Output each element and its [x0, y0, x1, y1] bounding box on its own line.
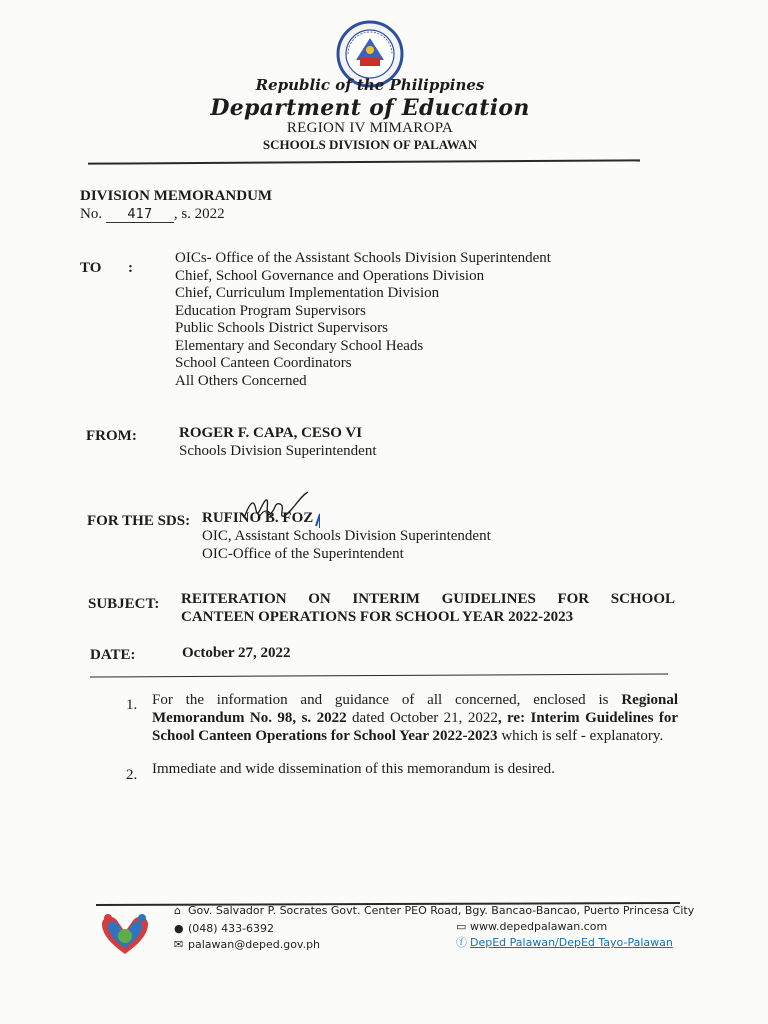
web-icon: ▭: [456, 920, 467, 933]
from-block: [179, 424, 377, 460]
memo-title: DIVISION MEMORANDUM: [80, 188, 273, 204]
paragraph-1-text-a: For the information and guidance of all concerned, enclosed is: [152, 692, 622, 708]
paragraph-1-subject-ref: , re: Interim Guidelines for School Canteen Operations for School Year 2022-2023: [152, 710, 678, 744]
recipient-item: Public Schools District Supervisors: [175, 320, 388, 336]
department-heading: Department of Education: [210, 95, 530, 121]
for-sds-label: FOR THE SDS:: [87, 513, 191, 529]
footer-facebook-link[interactable]: DepEd Palawan/DepEd Tayo-Palawan: [470, 936, 673, 949]
republic-heading: Republic of the Philippines: [255, 76, 485, 94]
footer-address: [174, 904, 694, 917]
facebook-icon: ⓕ: [456, 936, 467, 949]
paragraph-2: Immediate and wide dissemination of this memorandum is desired.: [152, 761, 555, 777]
footer-email-text: palawan@deped.gov.ph: [188, 938, 321, 951]
footer-website[interactable]: [456, 920, 607, 933]
memo-series: , s. 2022: [173, 206, 225, 222]
footer-address-text: Gov. Salvador P. Socrates Govt. Center PEO Road, Bgy. Bancao-Bancao, Puerto Princesa City: [188, 904, 695, 917]
date-divider: [90, 673, 668, 677]
recipient-item: School Canteen Coordinators: [175, 355, 352, 371]
header-divider: [88, 159, 640, 164]
signature-icon: [240, 488, 320, 532]
paragraph-1: [152, 691, 678, 745]
subject-text: [181, 590, 675, 626]
paragraph-1-text-e: which is self - explanatory.: [497, 728, 664, 744]
recipient-item: Chief, School Governance and Operations Division: [175, 267, 485, 284]
footer-phone-text: (048) 433-6392: [188, 922, 275, 935]
recipient-item: All Others Concerned: [175, 372, 307, 389]
recipient-item: Elementary and Secondary School Heads: [175, 337, 424, 354]
footer-logo-icon: [96, 910, 154, 960]
recipient-item: OICs- Office of the Assistant Schools Division Superintendent: [175, 250, 551, 266]
from-label: FROM:: [86, 428, 137, 444]
footer-phone: [174, 922, 274, 935]
paragraph-1-memo-ref: Regional Memorandum No. 98, s. 2022: [152, 692, 678, 726]
region-heading: REGION IV MIMAROPA: [286, 120, 454, 136]
memo-number: [80, 206, 225, 223]
phone-icon: ●: [174, 922, 184, 935]
to-colon: :: [128, 260, 133, 276]
recipient-item: Chief, Curriculum Implementation Division: [175, 285, 440, 301]
footer-website-text[interactable]: www.depedpalawan.com: [470, 920, 608, 933]
from-name: ROGER F. CAPA, CESO VI: [179, 425, 363, 441]
mail-icon: ✉: [174, 938, 184, 951]
paragraph-2-number: 2.: [126, 767, 138, 783]
date-value: October 27, 2022: [182, 645, 291, 661]
division-heading: SCHOOLS DIVISION OF PALAWAN: [262, 137, 478, 152]
for-sds-position-1: OIC, Assistant Schools Division Superintendent: [202, 528, 491, 544]
to-label: TO: [80, 260, 102, 276]
from-position: Schools Division Superintendent: [179, 443, 377, 459]
footer-email: [174, 938, 320, 951]
paragraph-1-number: 1.: [126, 697, 138, 713]
recipient-item: Education Program Supervisors: [175, 302, 366, 319]
memo-number-label: No.: [80, 206, 103, 222]
for-sds-name: RUFINO B. FOZ: [202, 510, 314, 526]
subject-label: SUBJECT:: [88, 596, 160, 612]
footer-facebook[interactable]: [456, 934, 673, 950]
home-icon: ⌂: [174, 904, 181, 917]
date-label: DATE:: [90, 647, 136, 663]
recipient-list: [175, 250, 551, 390]
subject-line-2: CANTEEN OPERATIONS FOR SCHOOL YEAR 2022-2023: [181, 609, 574, 625]
paragraph-1-text-c: dated October 21, 2022: [346, 710, 498, 726]
for-sds-position-2: OIC-Office of the Superintendent: [202, 546, 404, 562]
memo-number-value: 417: [106, 207, 174, 223]
subject-line-1: REITERATION ON INTERIM GUIDELINES FOR SCHOOL: [181, 591, 675, 607]
